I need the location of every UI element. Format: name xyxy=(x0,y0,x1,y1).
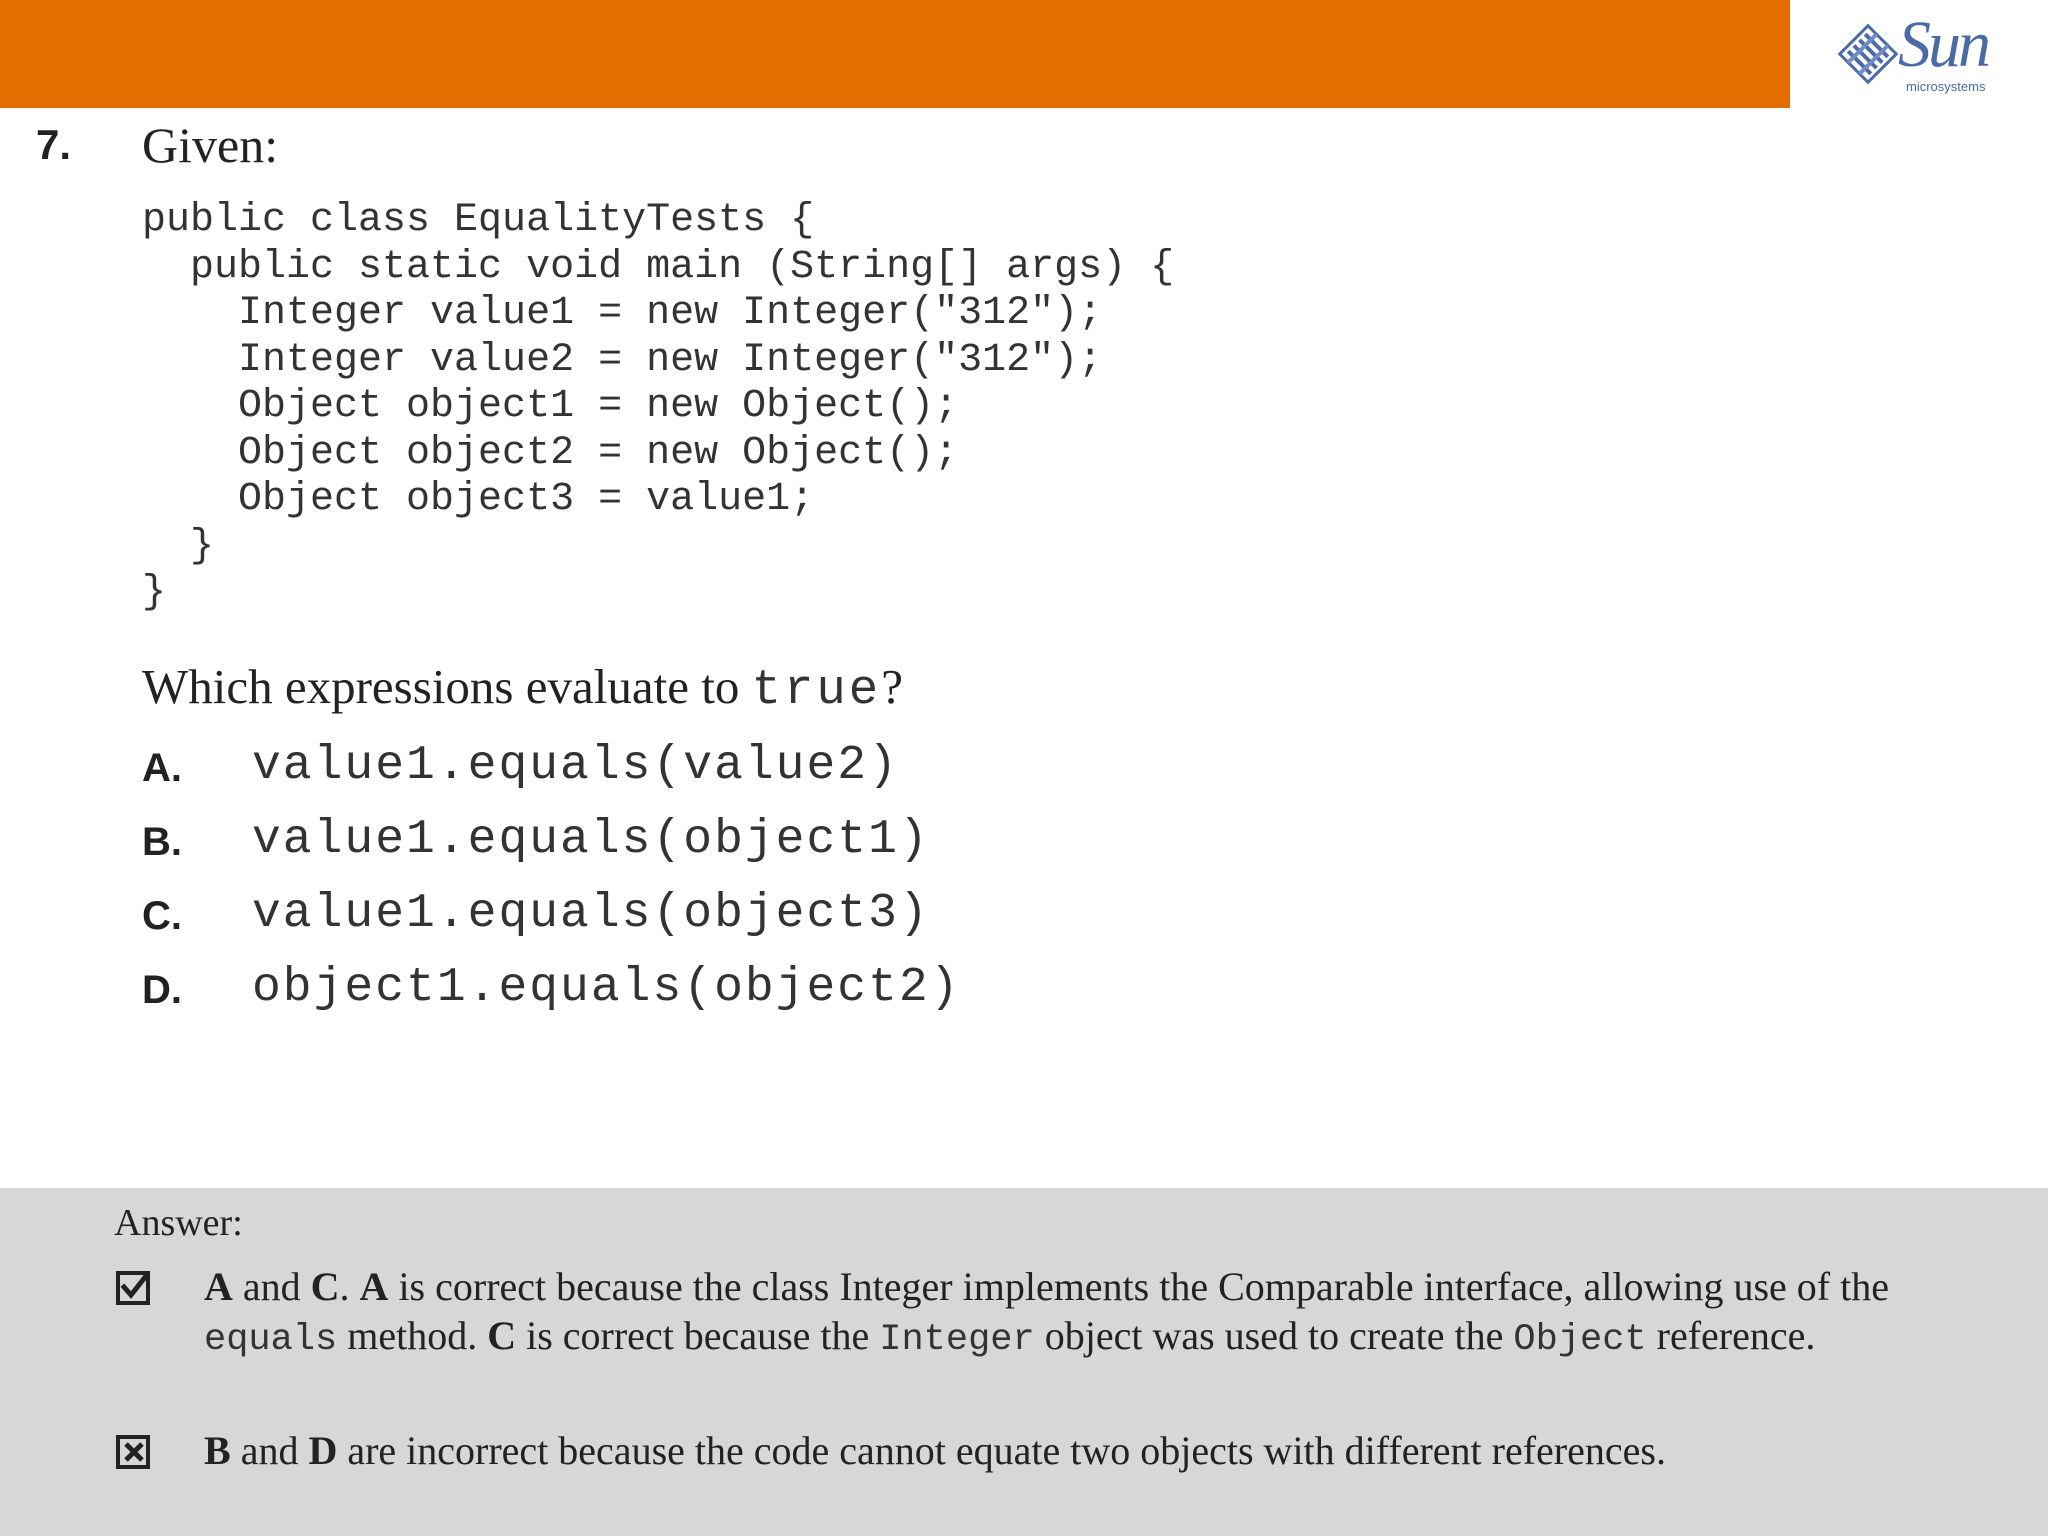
answer-text-run: and xyxy=(230,1428,309,1473)
code-line: Integer value2 = new Integer("312"); xyxy=(142,337,1103,383)
code-line: Object object2 = new Object(); xyxy=(142,430,959,476)
answer-text-run: and xyxy=(232,1264,311,1309)
code-line: Object object1 = new Object(); xyxy=(142,384,959,429)
answer-letter: C xyxy=(310,1264,340,1309)
answer-panel xyxy=(0,1188,2048,1536)
incorrect-answer-text xyxy=(204,1426,2004,1475)
answer-code: Object xyxy=(1513,1319,1647,1361)
prompt-text: Which expressions evaluate to xyxy=(142,659,752,714)
crossed-box-icon xyxy=(116,1434,152,1470)
answer-text-run: object was used to create the xyxy=(1034,1313,1514,1358)
answer-text-run: is correct because the xyxy=(516,1313,880,1358)
option-code: value1.equals(value2) xyxy=(252,739,899,793)
correct-answer-text xyxy=(204,1262,2004,1365)
prompt-end: ? xyxy=(881,659,903,714)
answer-letter: A xyxy=(204,1264,233,1309)
answer-letter: D xyxy=(308,1428,338,1473)
logo-subtitle: microsystems xyxy=(1906,79,1986,94)
answer-text-run: are incorrect because the code cannot equate two objects with different references. xyxy=(337,1428,1666,1473)
code-line: } xyxy=(142,523,215,569)
answer-code: equals xyxy=(204,1319,338,1361)
code-block xyxy=(142,198,1174,617)
option-code: value1.equals(object3) xyxy=(252,887,930,941)
answer-text-run: reference. xyxy=(1646,1313,1816,1358)
option-letter: B. xyxy=(142,820,182,864)
code-line: Integer value1 = new Integer("312"); xyxy=(142,291,1103,336)
sun-diamond-logo-icon xyxy=(1836,22,1900,86)
answer-letter: B xyxy=(204,1428,231,1473)
code-line: Object object3 = value1; xyxy=(142,477,815,522)
option-letter: A. xyxy=(142,746,182,790)
header-band xyxy=(0,0,1790,108)
question-intro: Given: xyxy=(142,117,279,173)
header-band-curve xyxy=(1760,0,1840,108)
option-code: object1.equals(object2) xyxy=(252,961,961,1015)
answer-text-run: method. xyxy=(337,1313,488,1358)
answer-letter: A xyxy=(359,1264,389,1309)
question-number: 7. xyxy=(36,121,72,168)
answer-code: Integer xyxy=(879,1319,1035,1361)
answer-text-run: . xyxy=(339,1264,360,1309)
code-line: } xyxy=(142,570,167,615)
logo-wordmark: Sun xyxy=(1898,8,1988,81)
code-line: public static void main (String[] args) { xyxy=(142,244,1175,290)
question-prompt xyxy=(142,659,903,718)
answer-letter: C xyxy=(487,1313,517,1358)
option-letter: D. xyxy=(142,968,182,1012)
prompt-code: true xyxy=(751,662,882,718)
answer-heading: Answer: xyxy=(114,1202,243,1244)
sun-microsystems-logo xyxy=(1836,8,2016,102)
code-line: public class EqualityTests { xyxy=(142,198,815,243)
option-code: value1.equals(object1) xyxy=(252,813,930,867)
checked-box-icon xyxy=(116,1270,152,1306)
answer-text-run: is correct because the class Integer implements the Comparable interface, allowing use of the xyxy=(388,1264,1889,1309)
option-letter: C. xyxy=(142,894,182,938)
